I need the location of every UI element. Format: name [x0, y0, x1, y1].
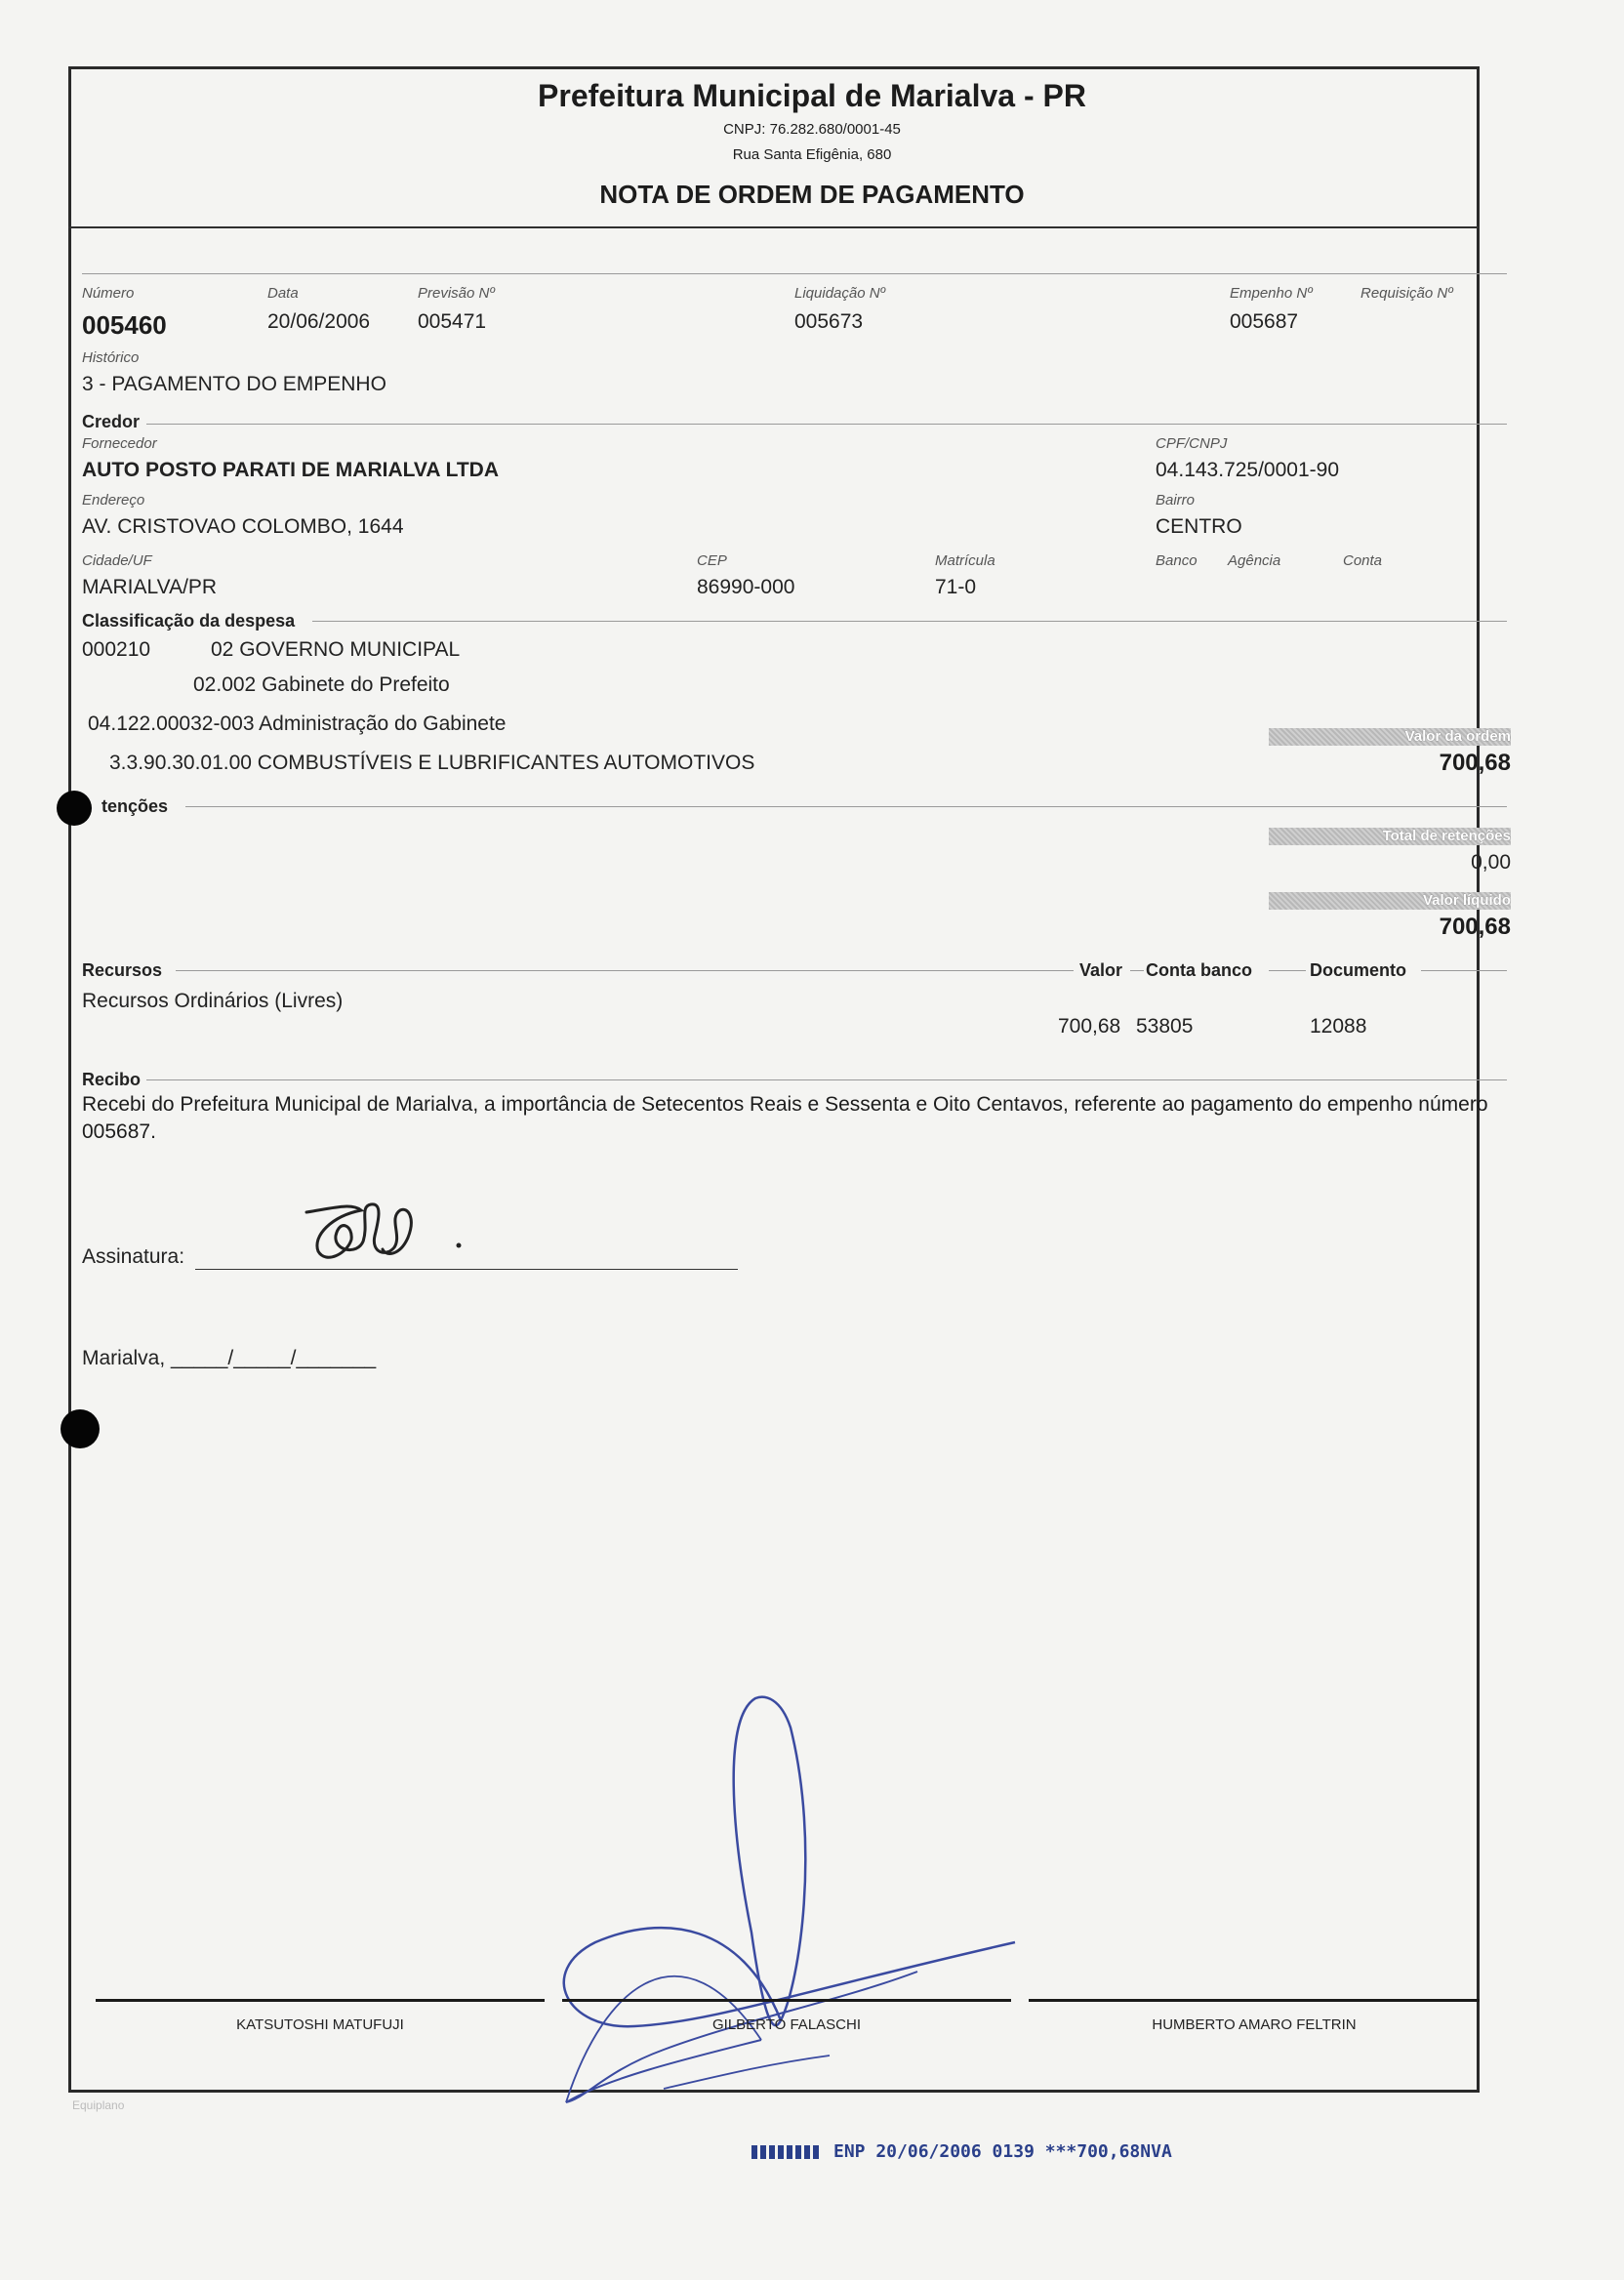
- conta-doc-rule: [1269, 970, 1306, 971]
- cep-label: CEP: [697, 552, 727, 569]
- valor-ordem-value: 700,68: [1439, 750, 1511, 776]
- empenho-value: 005687: [1230, 310, 1299, 333]
- empenho-label: Empenho Nº: [1230, 285, 1313, 302]
- liquidacao-value: 005673: [794, 310, 864, 333]
- assinatura-label: Assinatura:: [82, 1245, 185, 1268]
- classificacao-elemento: 3.3.90.30.01.00 COMBUSTÍVEIS E LUBRIFICANTES AUTOMOTIVOS: [109, 752, 755, 774]
- requisicao-label: Requisição Nº: [1360, 285, 1453, 302]
- cpf-value: 04.143.725/0001-90: [1156, 459, 1340, 481]
- cidade-value: MARIALVA/PR: [82, 576, 218, 598]
- recursos-conta: 53805: [1136, 1015, 1194, 1038]
- valor-liquido-label: Valor líquido: [1422, 892, 1511, 909]
- cep-value: 86990-000: [697, 576, 795, 598]
- classificacao-section: Classificação da despesa: [82, 611, 296, 631]
- matricula-value: 71-0: [935, 576, 977, 598]
- doc-end-rule: [1421, 970, 1507, 971]
- previsao-value: 005471: [418, 310, 487, 333]
- signature-name-center: GILBERTO FALASCHI: [712, 2016, 861, 2033]
- endereco-value: AV. CRISTOVAO COLOMBO, 1644: [82, 515, 404, 538]
- numero-label: Número: [82, 285, 135, 302]
- valor-conta-rule: [1130, 970, 1144, 971]
- recursos-documento: 12088: [1310, 1015, 1367, 1038]
- agencia-label: Agência: [1228, 552, 1281, 569]
- fornecedor-label: Fornecedor: [82, 435, 157, 452]
- recibo-section: Recibo: [82, 1070, 142, 1089]
- banco-label: Banco: [1156, 552, 1198, 569]
- cpf-label: CPF/CNPJ: [1156, 435, 1228, 452]
- signature-line-left: [96, 1999, 545, 2002]
- credor-section: Credor: [82, 412, 141, 431]
- fornecedor-value: AUTO POSTO PARATI DE MARIALVA LTDA: [82, 459, 499, 481]
- documento-header: Documento: [1310, 960, 1406, 980]
- classificacao-code: 000210: [82, 638, 151, 661]
- official-signature: [547, 1689, 1035, 2118]
- data-label: Data: [267, 285, 299, 302]
- signature-name-left: KATSUTOSHI MATUFUJI: [236, 2016, 404, 2033]
- endereco-label: Endereço: [82, 492, 145, 509]
- punch-hole-top: [57, 791, 92, 826]
- historico-value: 3 - PAGAMENTO DO EMPENHO: [82, 373, 386, 395]
- total-retencoes-label: Total de retenções: [1382, 828, 1511, 844]
- conta-label: Conta: [1343, 552, 1383, 569]
- signature-name-right: HUMBERTO AMARO FELTRIN: [1152, 2016, 1357, 2033]
- data-value: 20/06/2006: [267, 310, 371, 333]
- credor-rule: [146, 424, 1507, 425]
- signature-line-center: [562, 1999, 1011, 2002]
- recibo-rule: [146, 1079, 1507, 1080]
- valor-liquido-value: 700,68: [1439, 914, 1511, 940]
- matricula-label: Matrícula: [935, 552, 995, 569]
- bairro-label: Bairro: [1156, 492, 1196, 509]
- classificacao-funcional: 04.122.00032-003 Administração do Gabinete: [88, 712, 507, 735]
- cnpj-text: CNPJ: 76.282.680/0001-45: [723, 121, 901, 138]
- retencoes-section: tenções: [102, 796, 169, 816]
- recursos-valor: 700,68: [1058, 1015, 1121, 1038]
- recibo-text: Recebi do Prefeitura Municipal de Marialva, a importância de Setecentos Reais e Sessenta e Oito Centavos, referente ao pagamento do empenho número 005687.: [82, 1093, 1488, 1143]
- valor-header: Valor: [1079, 960, 1123, 980]
- cidade-label: Cidade/UF: [82, 552, 152, 569]
- page-title: Prefeitura Municipal de Marialva - PR: [538, 78, 1086, 113]
- liquidacao-label: Liquidação Nº: [794, 285, 886, 302]
- classificacao-orgao: 02 GOVERNO MUNICIPAL: [211, 638, 461, 661]
- recipient-signature: [293, 1197, 488, 1275]
- document-title: NOTA DE ORDEM DE PAGAMENTO: [599, 180, 1025, 209]
- retencoes-rule: [185, 806, 1507, 807]
- historico-label: Histórico: [82, 349, 140, 366]
- previsao-label: Previsão Nº: [418, 285, 495, 302]
- total-retencoes-value: 0,00: [1471, 851, 1511, 874]
- punch-hole-bottom: [61, 1409, 100, 1448]
- valor-ordem-label: Valor da ordem: [1404, 728, 1511, 745]
- bairro-value: CENTRO: [1156, 515, 1242, 538]
- recursos-section: Recursos: [82, 960, 163, 980]
- classificacao-unidade: 02.002 Gabinete do Prefeito: [193, 673, 450, 696]
- date-line: Marialva, _____/_____/_______: [82, 1347, 377, 1369]
- numero-value: 005460: [82, 310, 167, 340]
- conta-banco-header: Conta banco: [1146, 960, 1253, 980]
- recursos-fonte: Recursos Ordinários (Livres): [82, 990, 344, 1012]
- software-credit: Equiplano: [72, 2098, 125, 2112]
- bank-stamp-logo: [751, 2145, 820, 2159]
- top-rule: [82, 273, 1507, 274]
- header-divider: [68, 226, 1480, 228]
- bank-stamp: ENP 20/06/2006 0139 ***700,68NVA: [833, 2141, 1172, 2162]
- address-text: Rua Santa Efigênia, 680: [732, 146, 892, 163]
- classificacao-rule: [312, 621, 1507, 622]
- signature-line-right: [1029, 1999, 1480, 2002]
- recursos-rule: [176, 970, 1074, 971]
